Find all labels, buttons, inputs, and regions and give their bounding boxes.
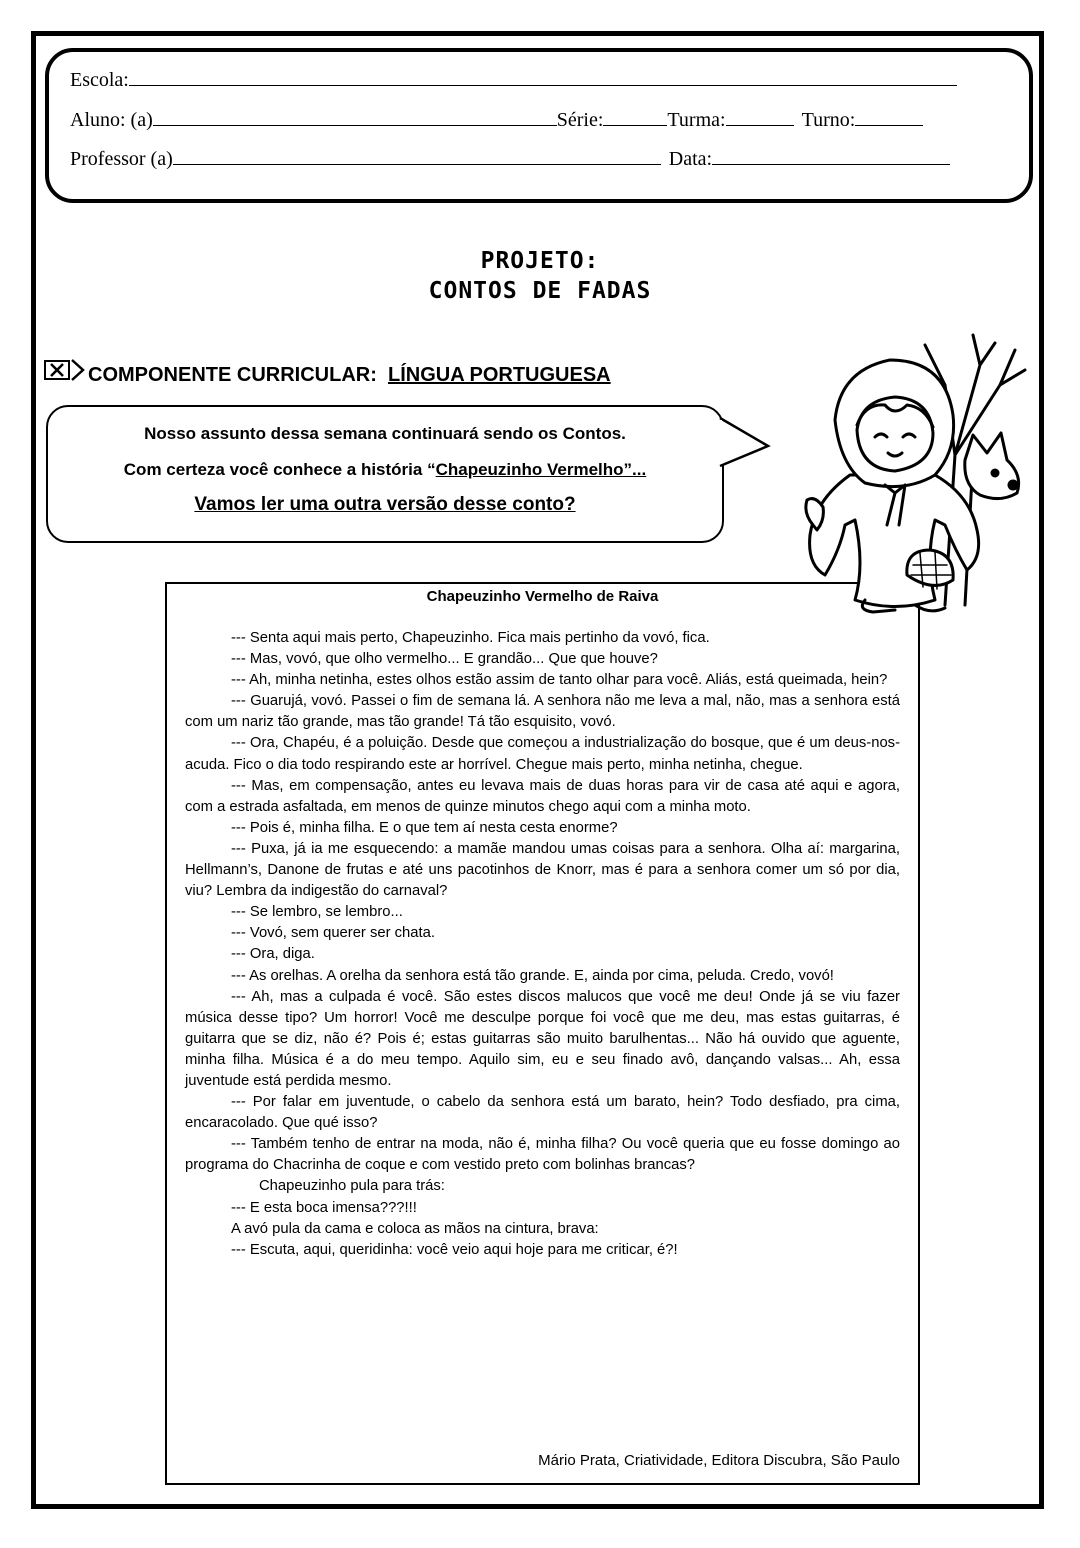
bubble-invitation: Vamos ler uma outra versão desse conto? <box>194 494 576 515</box>
story-paragraph: --- E esta boca imensa???!!! <box>231 1199 417 1216</box>
class-label: Turma: <box>667 109 726 131</box>
story-paragraph: --- Vovó, sem querer ser chata. <box>231 925 435 942</box>
bubble-line-1: Nosso assunto dessa semana continuará sendo os Contos. <box>144 424 626 443</box>
teacher-field[interactable] <box>173 147 661 165</box>
story-paragraph: --- Guarujá, vovó. Passei o fim de semana lá. A senhora não me leva a mal, não, mas a senhora está com um nariz tão grande, mas tão grande! Tá tão esquisito, vovó. <box>185 693 900 731</box>
speech-bubble-tail <box>718 410 774 476</box>
grade-label: Série: <box>556 109 604 131</box>
story-paragraph: A avó pula da cama e coloca as mãos na cintura, brava: <box>231 1220 599 1237</box>
story-paragraph: --- Mas, em compensação, antes eu levava mais de duas horas para vir de casa até aqui e agora, com a estrada asfaltada, em menos de quinze minutos chego aqui com a minha moto. <box>185 777 900 815</box>
school-field[interactable] <box>129 68 957 86</box>
component-subject: LÍNGUA PORTUGUESA <box>388 364 611 386</box>
story-paragraph: --- Se lembro, se lembro... <box>231 904 403 921</box>
story-paragraph: --- Puxa, já ia me esquecendo: a mamãe mandou umas coisas para a senhora. Olha aí: margarina, Hellmann’s, Danone de frutas e até uns pacotinhos de Knorr, mas é para a senhora comer um só por dia, viu? Lembra da indigestão do carnaval? <box>185 840 900 900</box>
date-field[interactable] <box>712 147 950 165</box>
student-label: Aluno: (a) <box>70 109 153 131</box>
story-paragraph: --- Pois é, minha filha. E o que tem aí nesta cesta enorme? <box>231 819 618 836</box>
project-title: PROJETO: <box>480 248 600 274</box>
class-field[interactable] <box>726 108 794 126</box>
student-field[interactable] <box>153 108 557 126</box>
shift-field[interactable] <box>855 108 923 126</box>
teacher-row <box>70 147 950 171</box>
grade-field[interactable] <box>603 108 667 126</box>
story-paragraph: --- Ora, diga. <box>231 946 315 963</box>
story-paragraph: --- Ah, minha netinha, estes olhos estão assim de tanto olhar para você. Aliás, está queimada, hein? <box>231 672 888 689</box>
curricular-component <box>88 364 611 387</box>
story-paragraph: Chapeuzinho pula para trás: <box>259 1178 445 1195</box>
component-label: COMPONENTE CURRICULAR: <box>88 364 377 386</box>
student-row <box>70 108 923 132</box>
bubble-line-2-prefix: Com certeza você conhece a história “ <box>123 460 436 479</box>
date-label: Data: <box>668 148 713 170</box>
story-title: Chapeuzinho Vermelho de Raiva <box>426 588 659 605</box>
red-riding-hood-illustration <box>795 325 1035 615</box>
checked-x-icon <box>47 362 69 378</box>
shift-label: Turno: <box>801 109 856 131</box>
story-paragraph: --- As orelhas. A orelha da senhora está tão grande. E, ainda por cima, peluda. Credo, vovó! <box>231 967 834 984</box>
project-subtitle: CONTOS DE FADAS <box>428 278 652 304</box>
story-paragraph: --- Por falar em juventude, o cabelo da senhora está um barato, hein? Todo desfiado, pra cima, encaracolado. Que qué isso? <box>185 1094 900 1132</box>
story-name-link: Chapeuzinho Vermelho”... <box>435 460 647 479</box>
story-paragraph: --- Escuta, aqui, queridinha: você veio aqui hoje para me criticar, é?! <box>231 1241 678 1258</box>
component-checkbox[interactable] <box>44 360 70 380</box>
bubble-line-3 <box>46 494 724 516</box>
story-text <box>185 628 900 1261</box>
story-paragraph: --- Também tenho de entrar na moda, não é, minha filha? Ou você queria que eu fosse domingo ao programa do Chacrinha de coque e com vestido preto com bolinhas brancas? <box>185 1136 900 1174</box>
story-paragraph: --- Ora, Chapéu, é a poluição. Desde que começou a industrialização do bosque, que é um deus-nos-acuda. Fico o dia todo respirando este ar horrível. Chegue mais perto, minha netinha, chegue. <box>185 735 900 773</box>
teacher-label: Professor (a) <box>70 148 173 170</box>
story-paragraph: --- Senta aqui mais perto, Chapeuzinho. Fica mais pertinho da vovó, fica. <box>231 630 710 646</box>
bubble-line-2 <box>46 460 724 480</box>
story-source: Mário Prata, Criatividade, Editora Discubra, São Paulo <box>538 1452 900 1469</box>
arrow-right-icon <box>70 358 86 382</box>
story-paragraph: --- Ah, mas a culpada é você. São estes discos malucos que você me deu! Onde já se viu fazer música desse tipo? Um horror! Você me desculpe porque foi você que me deu, mas estas guitarras, é guitarra que se diz, não é? Pois é; estas guitarras são muito barulhentas... Não há ouvido que aguente, minha filha. Música é a do meu tempo. Aquilo sim, eu e seu finado avô, dançando valsas... Ah, essa juventude está perdida mesmo. <box>185 988 900 1089</box>
story-paragraph: --- Mas, vovó, que olho vermelho... E grandão... Que que houve? <box>231 651 658 668</box>
school-label: Escola: <box>70 69 129 91</box>
school-row <box>70 68 957 92</box>
